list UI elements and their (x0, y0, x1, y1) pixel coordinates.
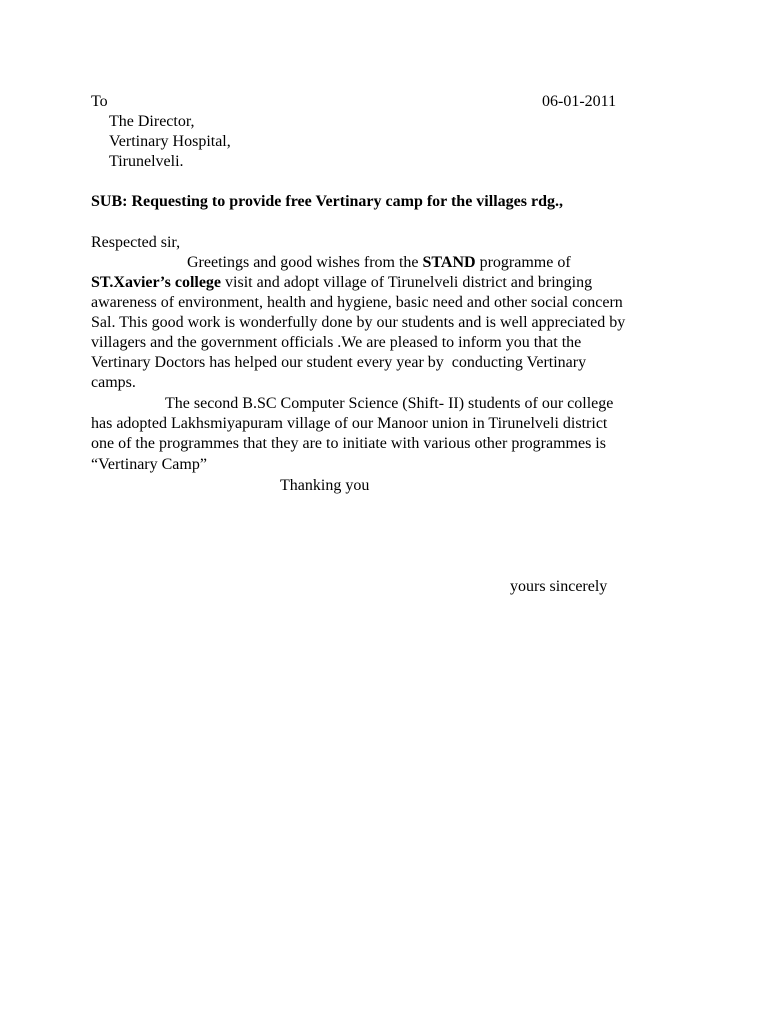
recipient-line-3: Tirunelveli. (109, 153, 184, 170)
body-paragraph-2-line-3: one of the programmes that they are to initiate with various other programmes is (91, 435, 606, 452)
programme-name: STAND (422, 254, 476, 271)
body-paragraph-1-line-4: Sal. This good work is wonderfully done by our students and is well appreciated by (91, 314, 626, 331)
greeting-text: Greetings and good wishes from the (187, 254, 423, 271)
closing-line: yours sincerely (510, 578, 608, 595)
body-text: visit and adopt village of Tirunelveli district and bringing (221, 274, 593, 291)
body-paragraph-1-line-2 (91, 273, 592, 293)
subject-line: SUB: Requesting to provide free Vertinary camp for the villages rdg., (91, 193, 563, 210)
greeting-text-end: programme of (475, 254, 571, 271)
body-paragraph-1-line-5: villagers and the government officials .We are pleased to inform you that the (91, 334, 582, 351)
salutation: Respected sir, (91, 234, 181, 251)
body-paragraph-2-line-1: The second B.SC Computer Science (Shift- II) students of our college (165, 395, 614, 412)
letter-date: 06-01-2011 (542, 93, 617, 110)
body-paragraph-1-line-6: Vertinary Doctors has helped our student every year by conducting Vertinary (91, 354, 587, 371)
college-name: ST.Xavier’s college (91, 274, 222, 291)
body-paragraph-1-line-3: awareness of environment, health and hygiene, basic need and other social concern (91, 294, 623, 311)
body-paragraph-2-line-2: has adopted Lakhsmiyapuram village of our Manoor union in Tirunelveli district (91, 415, 608, 432)
recipient-line-1: The Director, (109, 113, 195, 130)
body-paragraph-1-line-7: camps. (91, 374, 136, 391)
to-label: To (91, 93, 108, 110)
thanking-line: Thanking you (280, 477, 370, 494)
body-paragraph-2-line-4: “Vertinary Camp” (91, 456, 207, 473)
body-paragraph-1-line-1 (187, 253, 571, 273)
recipient-line-2: Vertinary Hospital, (109, 133, 231, 150)
